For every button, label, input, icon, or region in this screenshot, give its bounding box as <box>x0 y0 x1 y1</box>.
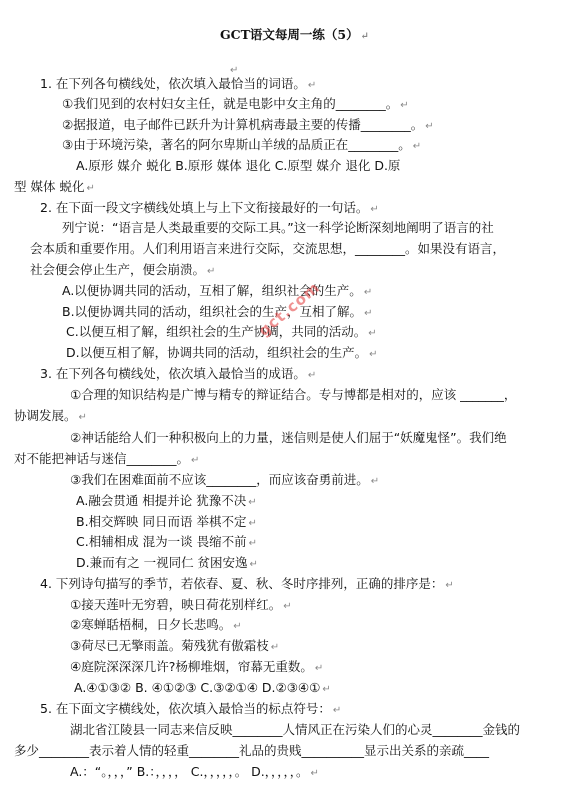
q1-options-cont: 型 媒体 蜕化 ↵ <box>14 179 95 194</box>
q4-line-1: ①接天莲叶无穷碧，映日荷花别样红。 ↵ <box>70 597 292 612</box>
q5-passage-1: 湖北省江陵县一同志来信反映________人情风正在污染人们的心灵________金钱的 <box>70 722 521 737</box>
q1-options: A.原形 媒介 蜕化 B.原形 媒体 退化 C.原型 媒介 退化 D.原 <box>76 158 401 173</box>
q5-options: A.：“。，，，” B.：，，，， C.，，，，，。 D.，，，，，。 ↵ <box>70 764 319 779</box>
q3-option-d: D.兼而有之 一视同仁 贫困安逸 ↵ <box>76 555 258 570</box>
q2-option-a: A.以便协调共同的活动，互相了解，组织社会的生产。 ↵ <box>62 283 373 298</box>
q4-line-2: ②寒蝉聒梧桐，日夕长悲鸣。 ↵ <box>70 617 242 632</box>
q2-passage-1: 列宁说：“语言是人类最重要的交际工具。”这一科学论断深刻地阐明了语言的社 <box>62 220 494 235</box>
q5-stem: 5. 在下面文字横线处，依次填入最恰当的标点符号： ↵ <box>40 701 342 716</box>
q2-option-c: C.以便互相了解，组织社会的生产协调，共同的活动。 ↵ <box>66 324 377 339</box>
q1-sentence-1: ①我们见到的农村妇女主任，就是电影中女主角的________。 ↵ <box>62 96 409 111</box>
q4-line-4: ④庭院深深深几许?杨柳堆烟，帘幕无重数。 ↵ <box>70 659 324 674</box>
q1-sentence-2: ②据报道，电子邮件已跃升为计算机病毒最主要的传播________。 ↵ <box>62 117 434 132</box>
paragraph-mark: ↵ <box>230 65 239 76</box>
q3-option-a: A.融会贯通 相提并论 犹豫不决 ↵ <box>76 493 257 508</box>
q3-sentence-2-cont: 对不能把神话与迷信________。 ↵ <box>14 451 200 466</box>
q2-passage-2: 会本质和重要作用。人们利用语言来进行交际，交流思想，________。如果没有语言， <box>30 241 506 256</box>
q3-sentence-2: ②神话能给人们一种积极向上的力量，迷信则是使人们屈于“妖魔鬼怪”。我们绝 <box>70 430 507 445</box>
q3-option-c: C.相辅相成 混为一谈 畏缩不前 ↵ <box>76 534 258 549</box>
q4-options: A.④①③② B. ④①②③ C.③②①④ D.②③④① ↵ <box>74 680 331 695</box>
q4-line-3: ③荷尽已无擎雨盖。菊残犹有傲霜枝 ↵ <box>70 638 280 653</box>
q3-option-b: B.相交辉映 同日而语 举棋不定 ↵ <box>76 514 257 529</box>
q5-passage-2: 多少________表示着人情的轻重________礼品的贵贱__________显示出关系的亲疏____ <box>14 743 490 758</box>
q4-stem: 4. 下列诗句描写的季节，若依春、夏、秋、冬时序排列，正确的排序是： ↵ <box>40 576 454 591</box>
q1-stem: 1. 在下列各句横线处，依次填入最恰当的词语。 ↵ <box>40 76 317 91</box>
q3-sentence-1: ①合理的知识结构是广博与精专的辩证结合。专与博都是相对的，应该 _______， <box>70 387 517 402</box>
q3-sentence-1-cont: 协调发展。 ↵ <box>14 408 87 423</box>
watermark-stamp: gct.com <box>254 278 324 340</box>
q2-option-b: B.以便协调共同的活动，组织社会的生产，互相了解。 ↵ <box>62 304 373 319</box>
q1-sentence-3: ③由于环境污染，著名的阿尔卑斯山羊绒的品质正在________。 ↵ <box>62 137 422 152</box>
q3-sentence-3: ③我们在困难面前不应该________，而应该奋勇前进。 ↵ <box>70 472 380 487</box>
page-title: GCT语文每周一练（5） ↵ <box>220 27 370 42</box>
q2-passage-3: 社会便会停止生产，便会崩溃。 ↵ <box>30 262 216 277</box>
q3-stem: 3. 在下列各句横线处，依次填入最恰当的成语。 ↵ <box>40 366 317 381</box>
q2-stem: 2. 在下面一段文字横线处填上与上下文衔接最好的一句话。 ↵ <box>40 200 379 215</box>
q2-option-d: D.以便互相了解，协调共同的活动，组织社会的生产。 ↵ <box>66 345 378 360</box>
